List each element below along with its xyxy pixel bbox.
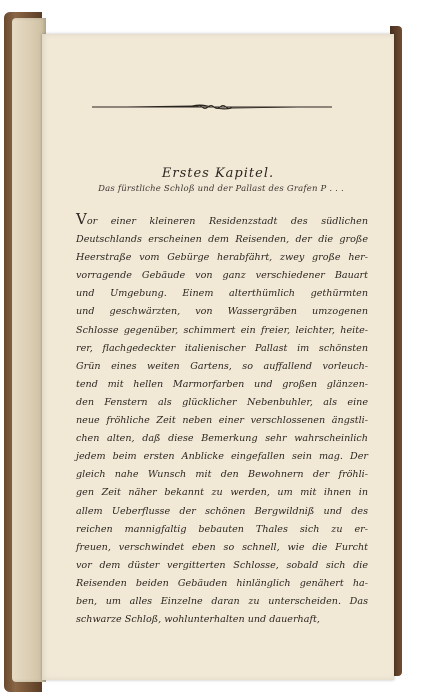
text-line: jedem beim ersten Anblicke eingefallen sein mag. Der bbox=[76, 451, 368, 463]
text-line: Schlosse gegenüber, schimmert ein freier, leichter, heite- bbox=[76, 324, 368, 336]
text-line: ben, um alles Einzelne daran zu unterscheiden. Das bbox=[76, 595, 368, 607]
text-line: Deutschlands erscheinen dem Reisenden, der die große bbox=[76, 234, 368, 246]
text-line: rer, flachgedeckter italienischer Pallast im schönsten bbox=[76, 342, 368, 354]
text-line: gen Zeit näher bekannt zu werden, um mit ihnen in bbox=[76, 487, 368, 499]
text-line: freuen, verschwindet eben so schnell, wie die Furcht bbox=[76, 541, 368, 553]
text-line: Reisenden beiden Gebäuden hinlänglich genähert ha- bbox=[76, 577, 368, 589]
text-line: und Umgebung. Einem alterthümlich gethürmten bbox=[76, 288, 368, 300]
text-line: tend mit hellen Marmorfarben und großen glänzen- bbox=[76, 378, 368, 390]
text-line: den Fenstern als glücklicher Nebenbuhler, als eine bbox=[76, 396, 368, 408]
text-line: und geschwärzten, von Wassergräben umzogenen bbox=[76, 306, 368, 318]
text-line: reichen mannigfaltig bebauten Thales sich zu er- bbox=[76, 523, 368, 535]
text-line: Grün eines weiten Gartens, so auffallend vorleuch- bbox=[76, 360, 368, 372]
body-text bbox=[76, 210, 368, 629]
book-page bbox=[42, 34, 394, 680]
text-line: vor dem düster vergitterten Schlosse, sobald sich die bbox=[76, 559, 368, 571]
text-line: Heerstraße vom Gebürge herabfährt, zwey große her- bbox=[76, 252, 368, 264]
text-line: chen alten, daß diese Bemerkung sehr wahrscheinlich bbox=[76, 433, 368, 445]
page-stack-edge bbox=[12, 18, 46, 682]
text-line: Vor einer kleineren Residenzstadt des südlichen bbox=[76, 210, 368, 228]
text-line: vorragende Gebäude von ganz verschiedener Bauart bbox=[76, 270, 368, 282]
text-line: allem Ueberflusse der schönen Bergwildniß und des bbox=[76, 505, 368, 517]
text-line: neue fröhliche Zeit neben einer verschlossenen ängstli- bbox=[76, 415, 368, 427]
ornamental-rule bbox=[92, 102, 332, 112]
text-line: schwarze Schloß, wohlunterhalten und dauerhaft, bbox=[76, 614, 320, 626]
book bbox=[4, 6, 402, 692]
chapter-title: Erstes Kapitel. bbox=[161, 166, 275, 181]
text-line: gleich nahe Wunsch mit den Bewohnern der fröhli- bbox=[76, 469, 368, 481]
chapter-subtitle: Das fürstliche Schloß und der Pallast des Grafen P . . . bbox=[98, 184, 344, 194]
